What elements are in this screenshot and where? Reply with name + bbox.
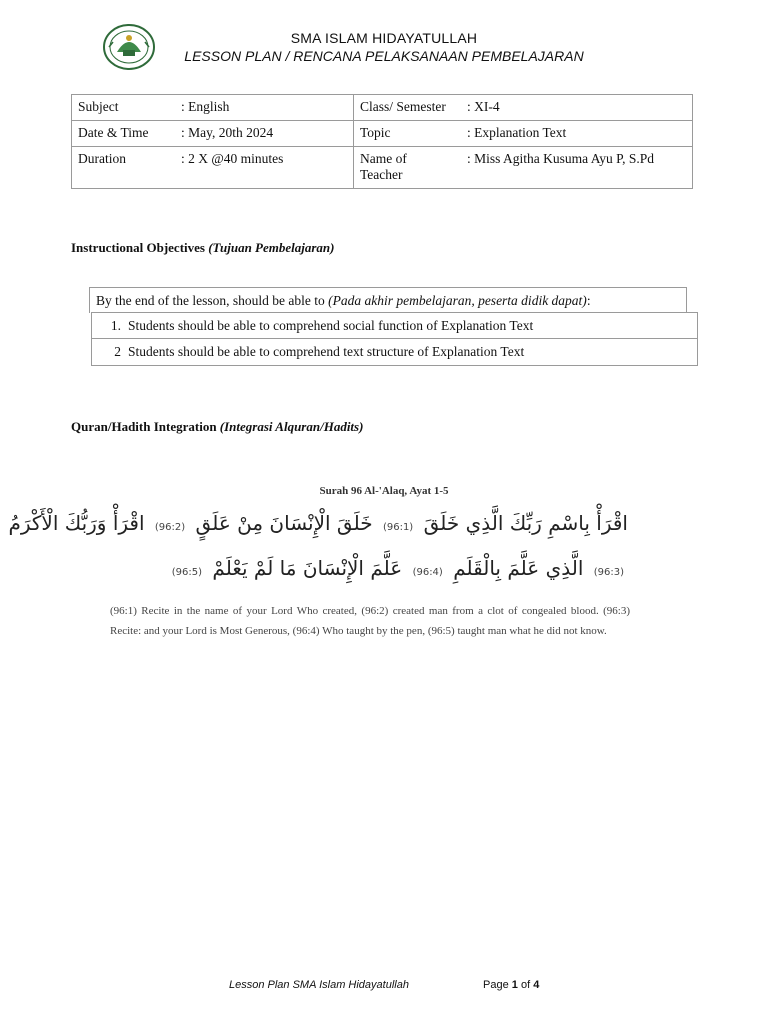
- teacher-label-line2: Teacher: [360, 167, 403, 182]
- class-cell: [354, 95, 693, 121]
- verse-1-number: (96:1): [382, 522, 414, 533]
- verse-2-text: خَلَقَ الْإِنْسَانَ مِنْ عَلَقٍ: [195, 511, 373, 535]
- topic-label: Topic: [360, 125, 391, 140]
- objectives-intro: [89, 287, 687, 313]
- integration-heading: [71, 419, 363, 435]
- duration-label: Duration: [78, 151, 126, 166]
- plan-title: LESSON PLAN / RENCANA PELAKSANAAN PEMBELAJARAN: [184, 48, 584, 64]
- teacher-label-line1: Name of: [360, 151, 407, 166]
- arabic-verse-line-2: [171, 556, 628, 580]
- verse-4-text: الَّذِي عَلَّمَ بِالْقَلَمِ: [453, 556, 584, 580]
- objective-number: 1.: [110, 317, 121, 333]
- objectives-intro-id: (Pada akhir pembelajaran, peserta didik dapat): [328, 293, 587, 308]
- class-label: Class/ Semester: [360, 99, 446, 114]
- verse-3-text: اقْرَأْ وَرَبُّكَ الْأَكْرَمُ: [8, 511, 145, 535]
- verse-translation: (96:1) Recite in the name of your Lord Who created, (96:2) created man from a clot of congealed blood. (96:3) Recite: and your Lord is Most Generous, (96:4) Who taught by the pen, (96:5) taught man what he did not know.: [110, 605, 630, 637]
- subject-value: : English: [181, 99, 230, 114]
- objective-text: Students should be able to comprehend social function of Explanation Text: [128, 317, 534, 333]
- page-indicator: [483, 979, 539, 991]
- page-total: 4: [533, 979, 540, 991]
- table-row: [72, 121, 693, 147]
- lesson-info-table: [71, 94, 693, 189]
- teacher-label: [360, 151, 467, 183]
- class-value: : XI-4: [467, 99, 500, 114]
- teacher-cell: [354, 147, 693, 189]
- verse-1-text: اقْرَأْ بِاسْمِ رَبِّكَ الَّذِي خَلَقَ: [423, 511, 628, 535]
- verse-5-text: عَلَّمَ الْإِنْسَانَ مَا لَمْ يَعْلَمْ: [212, 556, 403, 580]
- date-label: Date & Time: [78, 125, 149, 140]
- objective-text: Students should be able to comprehend text structure of Explanation Text: [128, 344, 525, 359]
- list-item: [92, 313, 697, 339]
- surah-title: Surah 96 Al-'Alaq, Ayat 1-5: [319, 485, 449, 497]
- subject-cell: [72, 95, 354, 121]
- footer-title: Lesson Plan SMA Islam Hidayatullah: [229, 979, 409, 991]
- duration-cell: [72, 147, 354, 189]
- objectives-heading: [71, 240, 335, 256]
- subject-label: Subject: [78, 99, 119, 114]
- page-prefix: Page: [483, 979, 509, 991]
- table-row: [72, 95, 693, 121]
- list-item: [92, 339, 697, 365]
- page-current: 1: [511, 979, 518, 991]
- verse-5-number: (96:5): [171, 567, 203, 578]
- date-cell: [72, 121, 354, 147]
- integration-heading-en: Quran/Hadith Integration: [71, 419, 217, 434]
- objectives-heading-en: Instructional Objectives: [71, 240, 205, 255]
- objectives-intro-en: By the end of the lesson, should be able to: [96, 293, 325, 308]
- page-of: of: [520, 979, 531, 991]
- integration-heading-id: (Integrasi Alquran/Hadits): [219, 419, 364, 434]
- objectives-list: [91, 312, 698, 366]
- verse-2-number: (96:2): [154, 522, 186, 533]
- objectives-intro-colon: :: [586, 293, 591, 308]
- verse-4-number: (96:4): [412, 567, 443, 578]
- topic-value: : Explanation Text: [467, 125, 567, 140]
- duration-value: : 2 X @40 minutes: [181, 151, 284, 166]
- objective-number: 2: [114, 344, 121, 359]
- topic-cell: [354, 121, 693, 147]
- table-row: [72, 147, 693, 189]
- teacher-value: : Miss Agitha Kusuma Ayu P, S.Pd: [467, 151, 655, 166]
- date-value: : May, 20th 2024: [181, 125, 274, 140]
- arabic-verse-line-1: [8, 511, 628, 535]
- school-name: SMA ISLAM HIDAYATULLAH: [290, 30, 478, 46]
- verse-3-number: (96:3): [593, 567, 624, 578]
- objectives-heading-id: (Tujuan Pembelajaran): [208, 240, 335, 255]
